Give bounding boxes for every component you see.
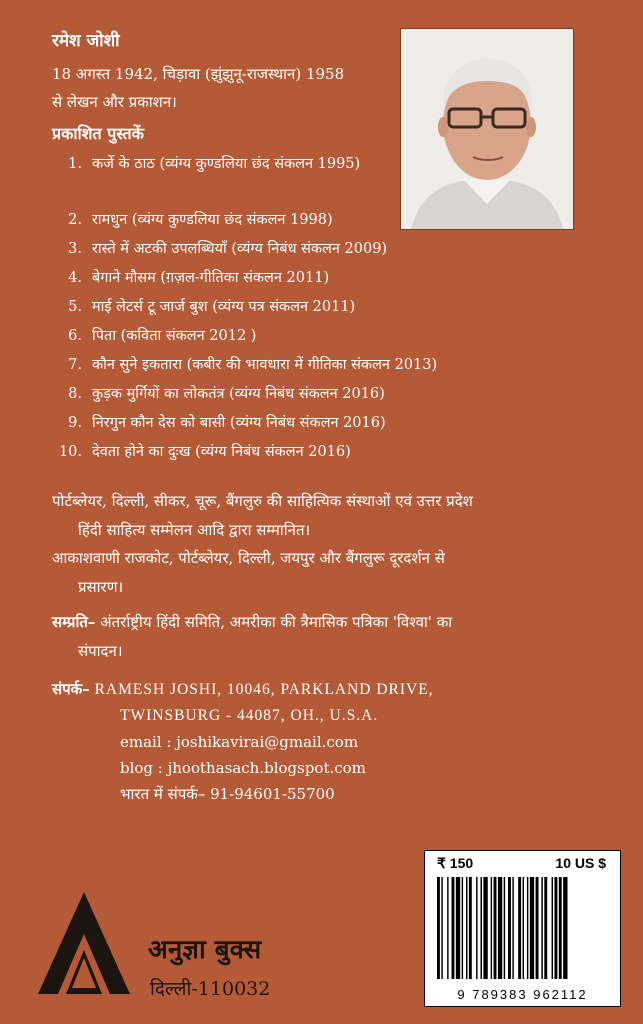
book-title: माई लेटर्स टू जार्ज बुश (व्यंग्य पत्र संकलन 2011) <box>92 299 356 315</box>
broadcast-line: प्रसारण। <box>78 578 124 596</box>
list-item <box>52 206 452 235</box>
book-title: निरगुन कौन देस को बासी (व्यंग्य निबंध संकलन 2016) <box>92 415 386 431</box>
list-item <box>52 438 452 467</box>
book-title: देवता होने का दुःख (व्यंग्य निबंध संकलन 2016) <box>92 444 351 460</box>
contact-label: संपर्क– <box>52 680 90 698</box>
book-title: कुड़क मुर्गियों का लोकतंत्र (व्यंग्य निबंध संकलन 2016) <box>92 386 385 402</box>
book-title: बेगाने मौसम (ग़ज़ल-गीतिका संकलन 2011) <box>92 270 330 286</box>
author-bio-line: से लेखन और प्रकाशन। <box>52 93 177 111</box>
price-inr: ₹ 150 <box>437 855 474 871</box>
barcode-panel <box>424 850 621 1007</box>
contact-email[interactable]: email : joshikavirai@gmail.com <box>120 733 359 751</box>
contact-address: TWINSBURG - 44087, OH., U.S.A. <box>120 707 379 724</box>
contact-block <box>52 676 597 807</box>
book-title: रास्ते में अटकी उपलब्धियाँ (व्यंग्य निबंध संकलन 2009) <box>92 241 388 257</box>
list-item <box>52 150 422 206</box>
honors-line: हिंदी साहित्य सम्मेलन आदि द्वारा सम्मानित। <box>78 521 311 539</box>
broadcast-paragraph <box>52 544 597 602</box>
barcode-icon <box>435 877 610 979</box>
book-number: 10. <box>58 444 82 460</box>
book-title: कर्जे के ठाठ (व्यंग्य कुण्डलिया छंद संकलन 1995) <box>92 156 361 172</box>
book-number: 9. <box>68 415 82 431</box>
book-title: रामधुन (व्यंग्य कुण्डलिया छंद संकलन 1998) <box>92 212 333 228</box>
publisher-city: दिल्ली-110032 <box>150 978 271 1000</box>
current-label: सम्प्रति– <box>52 613 96 631</box>
contact-blog[interactable]: blog : jhoothasach.blogspot.com <box>120 759 366 777</box>
book-number: 5. <box>68 299 82 315</box>
books-heading: प्रकाशित पुस्तकें <box>52 124 144 143</box>
honors-paragraph <box>52 487 597 545</box>
contact-address: RAMESH JOSHI, 10046, PARKLAND DRIVE, <box>89 681 434 698</box>
book-number: 2. <box>68 212 82 228</box>
current-paragraph <box>52 608 597 666</box>
honors-line: पोर्टब्लेयर, दिल्ली, सीकर, चूरू, बैंगलुरु की साहित्यिक संस्थाओं एवं उत्तर प्रदेश <box>52 492 473 510</box>
price-usd: 10 US $ <box>555 855 606 871</box>
author-bio-line: 18 अगस्त 1942, चिड़ावा (झुंझुनू-राजस्थान) 1958 <box>52 65 345 83</box>
author-name: रमेश जोशी <box>52 31 120 51</box>
current-text: अंतर्राष्ट्रीय हिंदी समिति, अमरीका की त्रैमासिक पत्रिका 'विश्वा' का <box>95 613 453 631</box>
list-item <box>52 264 452 293</box>
list-item <box>52 351 452 380</box>
book-title: कौन सुने इकतारा (कबीर की भावधारा में गीतिका संकलन 2013) <box>92 357 438 373</box>
current-text: संपादन। <box>78 642 123 660</box>
books-list <box>52 150 452 467</box>
list-item <box>52 409 452 438</box>
list-item <box>52 293 452 322</box>
contact-india: भारत में संपर्क– 91-94601-55700 <box>120 785 335 803</box>
book-number: 1. <box>68 156 82 172</box>
list-item <box>52 322 452 351</box>
list-item <box>52 380 452 409</box>
list-item <box>52 235 452 264</box>
book-number: 6. <box>68 328 82 344</box>
publisher-logo-icon <box>34 888 134 998</box>
broadcast-line: आकाशवाणी राजकोट, पोर्टब्लेयर, दिल्ली, जयपुर और बैंगलुरू दूरदर्शन से <box>52 549 445 567</box>
book-number: 4. <box>68 270 82 286</box>
book-number: 8. <box>68 386 82 402</box>
book-number: 3. <box>68 241 82 257</box>
author-bio <box>52 60 382 116</box>
book-title: पिता (कविता संकलन 2012 ) <box>92 328 257 344</box>
isbn-number: 9 789383 962112 <box>457 987 588 1002</box>
book-number: 7. <box>68 357 82 373</box>
publisher-name: अनुज्ञा बुक्स <box>148 935 262 965</box>
